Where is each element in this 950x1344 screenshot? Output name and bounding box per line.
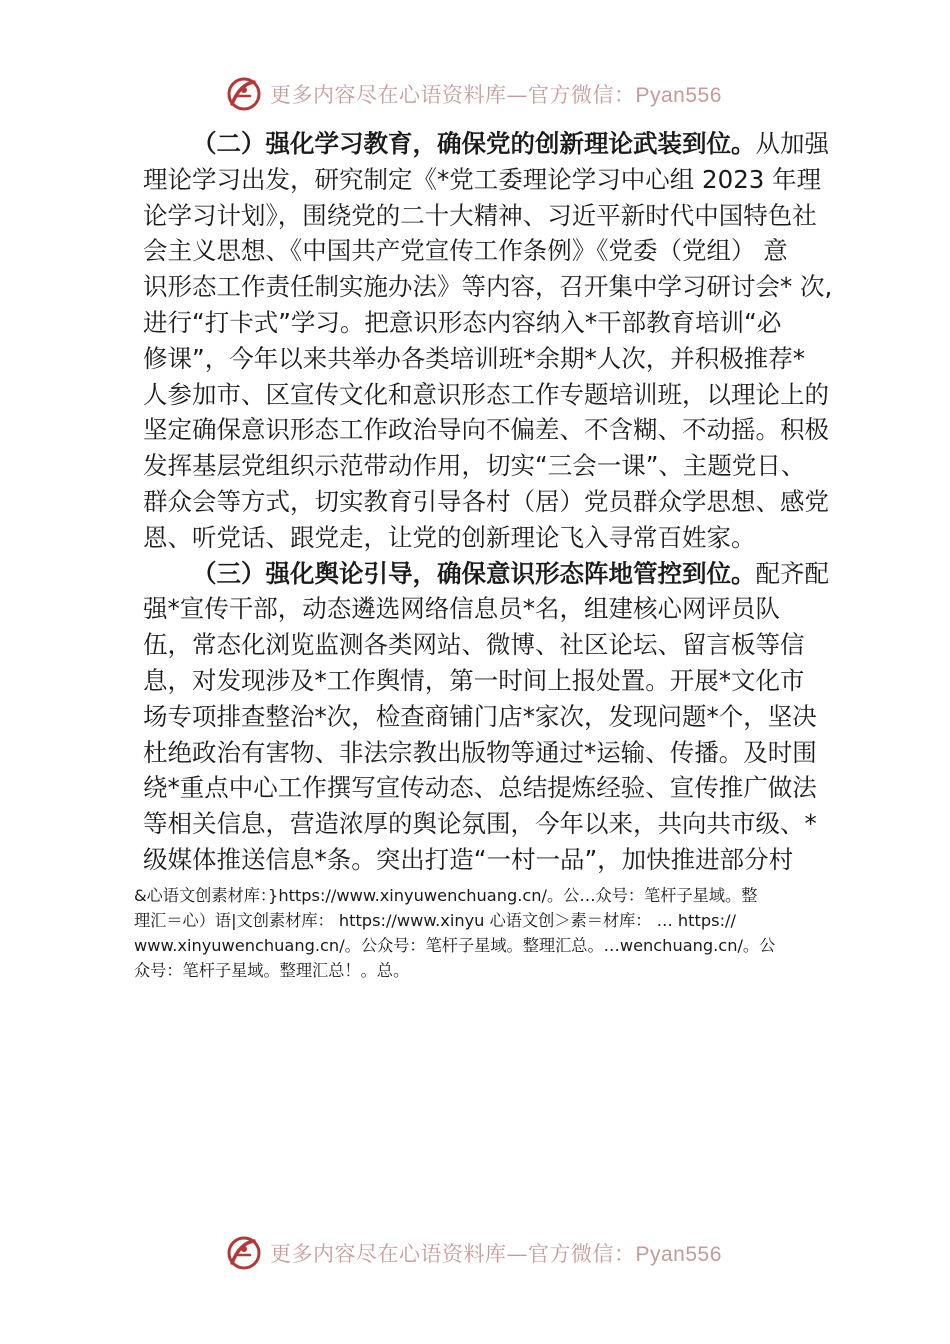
logo-icon	[224, 74, 264, 114]
paragraph-line: 进行“打卡式”学习。把意识形态内容纳入*干部教育培训“必	[143, 307, 782, 337]
banner-text: 更多内容尽在心语资料库—官方微信：Pyan556	[270, 83, 722, 107]
footnote-line: &心语文创素材库：}https://www.xinyuwenchuang.cn/。公…众号：笔杆子星域。整	[134, 886, 758, 905]
paragraph-line: 群众会等方式，切实教育引导各村（居）党员群众学思想、感党	[143, 486, 829, 516]
paragraph-line: 修课”，今年以来共举办各类培训班*余期*人次，并积极推荐*	[143, 343, 805, 373]
section-3-heading: （三）强化舆论引导，确保意识形态阵地管控到位。	[192, 558, 756, 588]
paragraph-line: 伍，常态化浏览监测各类网站、微博、社区论坛、留言板等信	[143, 630, 805, 660]
wechat-id: Pyan556	[635, 1243, 722, 1266]
logo-icon	[224, 1233, 264, 1273]
paragraph-line: 强*宣传干部，动态遴选网络信息员*名，组建核心网评员队	[143, 594, 780, 624]
paragraph-line: 理论学习出发，研究制定《*党工委理论学习中心组 2023 年理	[143, 164, 822, 194]
paragraph-line: 识形态工作责任制实施办法》等内容，召开集中学习研讨会* 次,	[143, 272, 833, 302]
paragraph-line: 会主义思想、《中国共产党宣传工作条例》《党委（党组） 意	[143, 236, 788, 266]
paragraph-line: 杜绝政治有害物、非法宗教出版物等通过*运输、传播。及时围	[143, 737, 817, 767]
paragraph-line: 绕*重点中心工作撰写宣传动态、总结提炼经验、宣传推广做法	[143, 773, 817, 803]
wechat-id: Pyan556	[635, 84, 722, 107]
document-body	[143, 126, 833, 878]
paragraph-line: 级媒体推送信息*条。突出打造“一村一品”，加快推进部分村	[143, 844, 794, 874]
section-3-first-line: （三）强化舆论引导，确保意识形态阵地管控到位。配齐配	[192, 558, 829, 588]
paragraph-line: 场专项排查整治*次，检查商铺门店*家次，发现问题*个，坚决	[143, 701, 817, 731]
footnote-line: 众号：笔杆子星域。整理汇总！。总。	[134, 961, 410, 980]
section-2-heading: （二）强化学习教育，确保党的创新理论武装到位。	[192, 129, 756, 158]
section-2-first-line: （二）强化学习教育，确保党的创新理论武装到位。从加强	[192, 129, 829, 158]
footnote-line: www.xinyuwenchuang.cn/。公众号：笔杆子星域。整理汇总。…wenchuang.cn/。公	[134, 936, 776, 955]
banner-text: 更多内容尽在心语资料库—官方微信：Pyan556	[270, 1242, 722, 1266]
paragraph-line: 人参加市、区宣传文化和意识形态工作专题培训班，以理论上的	[143, 379, 829, 409]
paragraph-line: 息，对发现涉及*工作舆情，第一时间上报处置。开展*文化市	[143, 665, 805, 695]
header-watermark-banner	[0, 72, 950, 116]
footer-watermark-banner	[0, 1231, 950, 1275]
paragraph-line: 恩、听党话、跟党走，让党的创新理论飞入寻常百姓家。	[143, 522, 756, 552]
footnote-line: 理汇＝心）语|文创素材库： https://www.xinyu 心语文创＞素＝材库： … https://	[134, 911, 736, 930]
paragraph-line: 等相关信息，营造浓厚的舆论氛围，今年以来，共向共市级、*	[143, 809, 817, 839]
footnote-watermark-text	[134, 883, 824, 983]
paragraph-line: 发挥基层党组织示范带动作用，切实“三会一课”、主题党日、	[143, 451, 806, 481]
paragraph-line: 坚定确保意识形态工作政治导向不偏差、不含糊、不动摇。积极	[143, 415, 829, 445]
paragraph-line: 论学习计划》，围绕党的二十大精神、习近平新时代中国特色社	[143, 200, 817, 230]
